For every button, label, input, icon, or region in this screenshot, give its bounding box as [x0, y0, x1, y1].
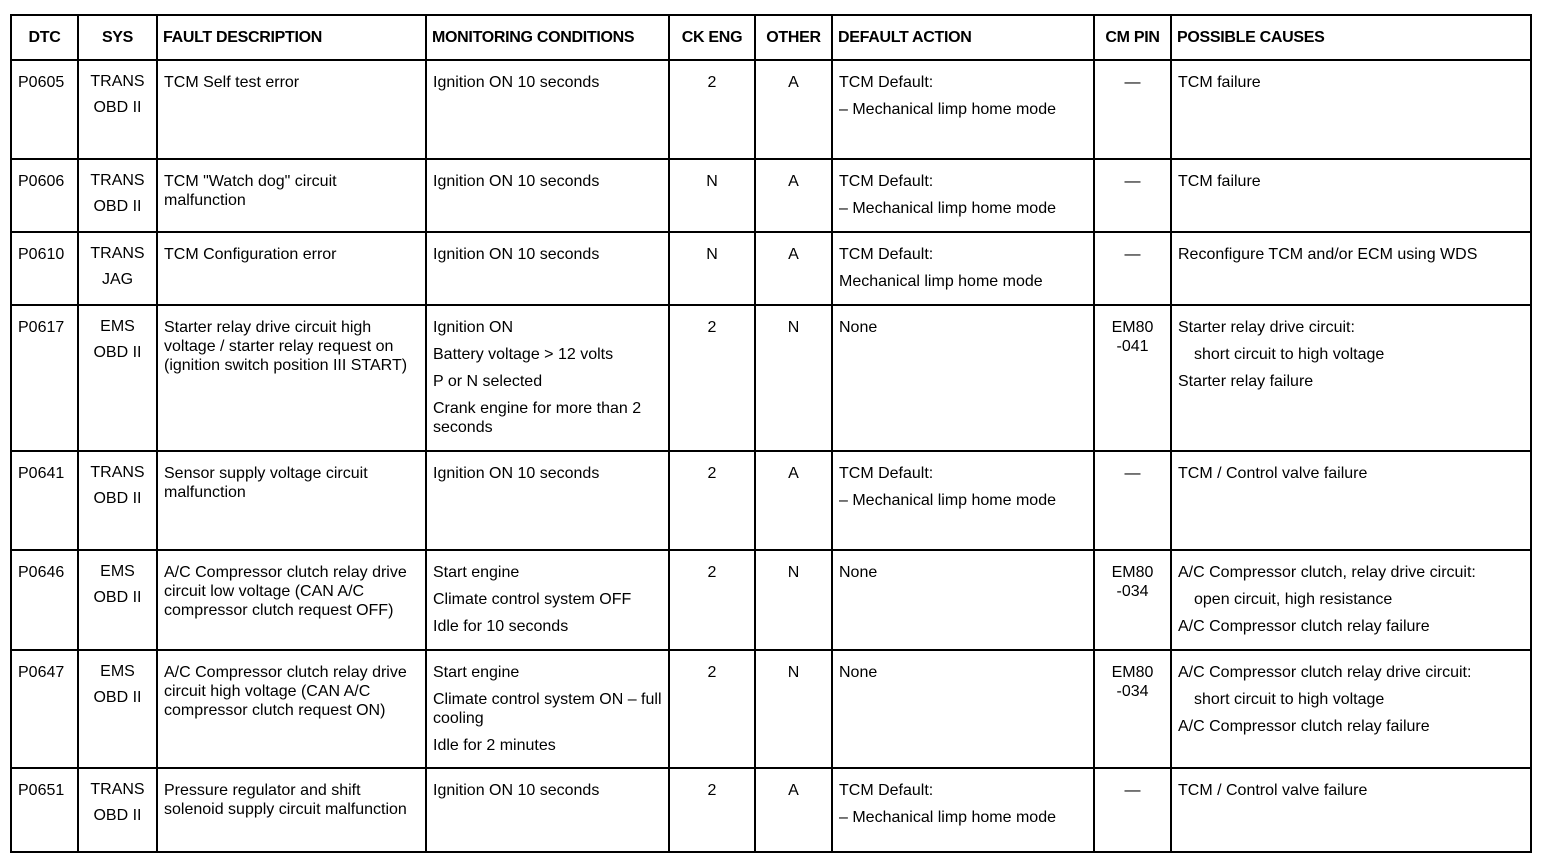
other-value: A — [788, 782, 799, 799]
sys-secondary: OBD II — [93, 689, 142, 706]
monitoring-conditions-cell — [426, 305, 669, 451]
other-cell — [755, 159, 832, 232]
ck-eng-value: N — [706, 246, 718, 263]
fault-description: TCM Configuration error — [164, 246, 337, 263]
monitoring-condition: Ignition ON 10 seconds — [433, 246, 600, 263]
fault-description-cell — [157, 305, 426, 451]
monitoring-condition: Idle for 2 minutes — [433, 737, 556, 754]
table-row — [11, 159, 1531, 232]
monitoring-condition: Climate control system OFF — [433, 591, 632, 608]
ck-eng-value: N — [706, 173, 718, 190]
fault-description-cell — [157, 60, 426, 159]
default-action-title: None — [839, 664, 878, 681]
cm-pin-cell — [1094, 550, 1171, 650]
default-action-cell — [832, 232, 1094, 305]
other-cell — [755, 305, 832, 451]
cm-pin-value: — — [1124, 782, 1141, 799]
table-row — [11, 60, 1531, 159]
table-row — [11, 305, 1531, 451]
sys-cell — [78, 60, 157, 159]
table-row — [11, 768, 1531, 852]
sys-cell — [78, 159, 157, 232]
fault-description: TCM Self test error — [164, 74, 300, 91]
dtc-code: P0647 — [18, 664, 65, 681]
sys-secondary: OBD II — [93, 344, 142, 361]
dtc-code-cell — [11, 305, 78, 451]
sys-cell — [78, 451, 157, 550]
possible-causes-cell — [1171, 305, 1531, 451]
other-value: A — [788, 173, 799, 190]
sys-primary: TRANS — [90, 781, 145, 798]
dtc-code-cell — [11, 451, 78, 550]
dtc-code: P0610 — [18, 246, 65, 263]
header-monitoring-conditions: MONITORING CONDITIONS — [426, 15, 669, 60]
monitoring-condition: Climate control system ON – full cooling — [433, 691, 662, 727]
fault-description: TCM "Watch dog" circuit malfunction — [164, 173, 337, 209]
default-action-cell — [832, 768, 1094, 852]
default-action-title: TCM Default: — [839, 782, 934, 799]
sys-cell — [78, 232, 157, 305]
header-fault-description: FAULT DESCRIPTION — [157, 15, 426, 60]
sys-secondary: JAG — [101, 271, 134, 288]
default-action-title: TCM Default: — [839, 173, 934, 190]
cm-pin-value: EM80 -041 — [1111, 319, 1154, 355]
other-cell — [755, 650, 832, 768]
cm-pin-value: EM80 -034 — [1111, 664, 1154, 700]
default-action-cell — [832, 305, 1094, 451]
monitoring-conditions-cell — [426, 768, 669, 852]
cm-pin-cell — [1094, 60, 1171, 159]
table-row — [11, 232, 1531, 305]
default-action-cell — [832, 650, 1094, 768]
default-action-cell — [832, 451, 1094, 550]
default-action-detail: – Mechanical limp home mode — [839, 200, 1056, 217]
ck-eng-cell — [669, 768, 755, 852]
default-action-cell — [832, 550, 1094, 650]
header-cm-pin: CM PIN — [1094, 15, 1171, 60]
dtc-code: P0651 — [18, 782, 65, 799]
monitoring-condition: Ignition ON 10 seconds — [433, 74, 600, 91]
possible-cause: Starter relay failure — [1178, 373, 1314, 390]
sys-secondary: OBD II — [93, 807, 142, 824]
dtc-code-cell — [11, 650, 78, 768]
monitoring-condition: Battery voltage > 12 volts — [433, 346, 614, 363]
monitoring-condition: Ignition ON 10 seconds — [433, 465, 600, 482]
cm-pin-value: — — [1124, 74, 1141, 91]
possible-cause: A/C Compressor clutch, relay drive circuit: — [1178, 564, 1476, 581]
fault-description-cell — [157, 650, 426, 768]
sys-secondary: OBD II — [93, 198, 142, 215]
cm-pin-cell — [1094, 305, 1171, 451]
header-dtc: DTC — [11, 15, 78, 60]
monitoring-condition: Idle for 10 seconds — [433, 618, 569, 635]
possible-cause-detail: short circuit to high voltage — [1194, 691, 1385, 708]
ck-eng-cell — [669, 305, 755, 451]
sys-primary: EMS — [100, 318, 135, 335]
monitoring-condition: Crank engine for more than 2 seconds — [433, 400, 642, 436]
other-cell — [755, 60, 832, 159]
dtc-table — [10, 14, 1532, 853]
header-possible-causes: POSSIBLE CAUSES — [1171, 15, 1531, 60]
possible-cause: TCM / Control valve failure — [1178, 782, 1368, 799]
dtc-code-cell — [11, 550, 78, 650]
dtc-code: P0617 — [18, 319, 65, 336]
fault-description-cell — [157, 232, 426, 305]
monitoring-condition: Ignition ON — [433, 319, 514, 336]
possible-causes-cell — [1171, 232, 1531, 305]
sys-secondary: OBD II — [93, 99, 142, 116]
possible-cause: A/C Compressor clutch relay failure — [1178, 718, 1430, 735]
other-value: N — [787, 664, 800, 681]
header-other: OTHER — [755, 15, 832, 60]
header-row — [11, 15, 1531, 60]
cm-pin-value: — — [1124, 246, 1141, 263]
monitoring-condition: Start engine — [433, 664, 520, 681]
other-value: A — [788, 465, 799, 482]
ck-eng-cell — [669, 159, 755, 232]
ck-eng-cell — [669, 550, 755, 650]
monitoring-conditions-cell — [426, 650, 669, 768]
default-action-cell — [832, 159, 1094, 232]
other-value: N — [787, 564, 800, 581]
possible-causes-cell — [1171, 768, 1531, 852]
cm-pin-cell — [1094, 159, 1171, 232]
possible-cause: TCM failure — [1178, 173, 1261, 190]
table-row — [11, 451, 1531, 550]
default-action-cell — [832, 60, 1094, 159]
fault-description: Pressure regulator and shift solenoid supply circuit malfunction — [164, 782, 407, 818]
possible-causes-cell — [1171, 60, 1531, 159]
monitoring-condition: Ignition ON 10 seconds — [433, 782, 600, 799]
default-action-detail: – Mechanical limp home mode — [839, 809, 1056, 826]
header-default-action: DEFAULT ACTION — [832, 15, 1094, 60]
sys-cell — [78, 550, 157, 650]
default-action-detail: – Mechanical limp home mode — [839, 492, 1056, 509]
dtc-code: P0605 — [18, 74, 65, 91]
fault-description: A/C Compressor clutch relay drive circuit low voltage (CAN A/C compressor clutch request OFF) — [164, 564, 407, 619]
dtc-code-cell — [11, 60, 78, 159]
possible-causes-cell — [1171, 550, 1531, 650]
fault-description-cell — [157, 451, 426, 550]
possible-cause: Reconfigure TCM and/or ECM using WDS — [1178, 246, 1478, 263]
possible-causes-cell — [1171, 451, 1531, 550]
ck-eng-value: 2 — [707, 664, 717, 681]
sys-primary: TRANS — [90, 245, 145, 262]
dtc-code: P0646 — [18, 564, 65, 581]
cm-pin-cell — [1094, 451, 1171, 550]
other-cell — [755, 550, 832, 650]
possible-cause: A/C Compressor clutch relay drive circuit: — [1178, 664, 1472, 681]
other-value: N — [787, 319, 800, 336]
sys-primary: TRANS — [90, 464, 145, 481]
ck-eng-cell — [669, 650, 755, 768]
cm-pin-cell — [1094, 232, 1171, 305]
table-row — [11, 650, 1531, 768]
default-action-detail: Mechanical limp home mode — [839, 273, 1043, 290]
monitoring-condition: Ignition ON 10 seconds — [433, 173, 600, 190]
default-action-detail: – Mechanical limp home mode — [839, 101, 1056, 118]
header-sys: SYS — [78, 15, 157, 60]
ck-eng-value: 2 — [707, 782, 717, 799]
ck-eng-value: 2 — [707, 564, 717, 581]
monitoring-conditions-cell — [426, 550, 669, 650]
other-value: A — [788, 246, 799, 263]
fault-description: A/C Compressor clutch relay drive circuit high voltage (CAN A/C compressor clutch request ON) — [164, 664, 407, 719]
table-row — [11, 550, 1531, 650]
possible-cause: Starter relay drive circuit: — [1178, 319, 1355, 336]
monitoring-condition: Start engine — [433, 564, 520, 581]
cm-pin-cell — [1094, 650, 1171, 768]
other-value: A — [788, 74, 799, 91]
dtc-code-cell — [11, 159, 78, 232]
other-cell — [755, 451, 832, 550]
header-ck-eng: CK ENG — [669, 15, 755, 60]
ck-eng-cell — [669, 451, 755, 550]
default-action-title: TCM Default: — [839, 74, 934, 91]
monitoring-conditions-cell — [426, 159, 669, 232]
default-action-title: TCM Default: — [839, 246, 934, 263]
fault-description-cell — [157, 159, 426, 232]
monitoring-conditions-cell — [426, 60, 669, 159]
sys-cell — [78, 768, 157, 852]
default-action-title: None — [839, 564, 878, 581]
possible-causes-cell — [1171, 650, 1531, 768]
possible-cause: A/C Compressor clutch relay failure — [1178, 618, 1430, 635]
sys-primary: TRANS — [90, 172, 145, 189]
sys-cell — [78, 305, 157, 451]
cm-pin-cell — [1094, 768, 1171, 852]
dtc-code-cell — [11, 232, 78, 305]
sys-primary: TRANS — [90, 73, 145, 90]
possible-cause-detail: open circuit, high resistance — [1194, 591, 1393, 608]
possible-causes-cell — [1171, 159, 1531, 232]
default-action-title: TCM Default: — [839, 465, 934, 482]
dtc-code-cell — [11, 768, 78, 852]
ck-eng-cell — [669, 232, 755, 305]
fault-description-cell — [157, 550, 426, 650]
fault-description: Starter relay drive circuit high voltage / starter relay request on (ignition switch position III START) — [164, 319, 408, 374]
cm-pin-value: — — [1124, 173, 1141, 190]
possible-cause-detail: short circuit to high voltage — [1194, 346, 1385, 363]
dtc-code: P0641 — [18, 465, 65, 482]
default-action-title: None — [839, 319, 878, 336]
ck-eng-value: 2 — [707, 74, 717, 91]
fault-description: Sensor supply voltage circuit malfunction — [164, 465, 368, 501]
sys-primary: EMS — [100, 563, 135, 580]
dtc-code: P0606 — [18, 173, 65, 190]
fault-description-cell — [157, 768, 426, 852]
ck-eng-value: 2 — [707, 465, 717, 482]
sys-secondary: OBD II — [93, 589, 142, 606]
cm-pin-value: EM80 -034 — [1111, 564, 1154, 600]
sys-cell — [78, 650, 157, 768]
possible-cause: TCM failure — [1178, 74, 1261, 91]
monitoring-conditions-cell — [426, 451, 669, 550]
table-body — [11, 60, 1531, 852]
cm-pin-value: — — [1124, 465, 1141, 482]
monitoring-condition: P or N selected — [433, 373, 543, 390]
sys-primary: EMS — [100, 663, 135, 680]
other-cell — [755, 232, 832, 305]
possible-cause: TCM / Control valve failure — [1178, 465, 1368, 482]
ck-eng-cell — [669, 60, 755, 159]
ck-eng-value: 2 — [707, 319, 717, 336]
monitoring-conditions-cell — [426, 232, 669, 305]
other-cell — [755, 768, 832, 852]
sys-secondary: OBD II — [93, 490, 142, 507]
